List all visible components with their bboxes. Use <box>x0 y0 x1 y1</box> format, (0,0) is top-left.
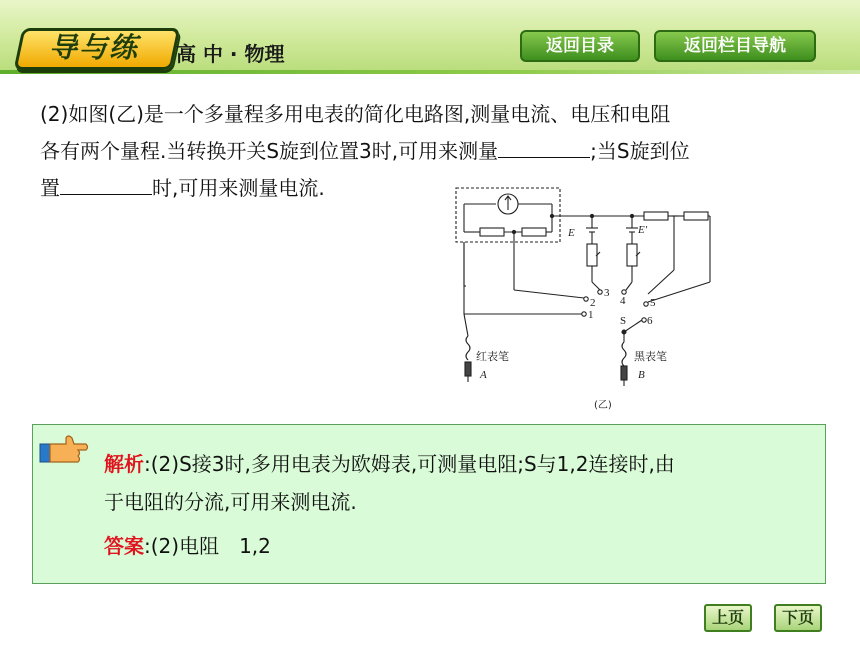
label-n3: 3 <box>604 287 610 299</box>
analysis-line-2: 于电阻的分流,可用来测电流. <box>104 490 357 514</box>
label-n6: 6 <box>647 315 653 327</box>
black-probe-icon <box>621 366 627 380</box>
switch-contact-5 <box>644 302 648 306</box>
figure-caption: (乙) <box>594 400 612 411</box>
resistor-icon <box>644 212 668 220</box>
label-n2: 2 <box>590 297 596 309</box>
black-probe-label: 黑表笔 <box>634 350 667 363</box>
switch-blade <box>624 320 642 332</box>
problem-line-1: (2)如图(乙)是一个多量程多用电表的简化电路图,测量电流、电压和电阻 <box>40 102 671 126</box>
problem-line-3: 置 时,可用来测量电流. <box>40 176 325 200</box>
answer-blank-2 <box>60 174 152 195</box>
pointing-hand-icon <box>38 430 90 470</box>
switch-contact-2 <box>584 297 588 301</box>
label-n1: 1 <box>588 309 594 321</box>
label-n5: 5 <box>650 297 656 309</box>
red-probe-label: 红表笔 <box>476 350 509 363</box>
label-B: B <box>638 369 645 381</box>
analysis-line-1: 解析:(2)S接3时,多用电表为欧姆表,可测量电阻;S与1,2连接时,由 <box>104 452 675 476</box>
label-E: E <box>568 227 575 239</box>
resistor-icon <box>480 228 504 236</box>
red-probe-icon <box>465 362 471 376</box>
switch-contact-6 <box>642 318 646 322</box>
back-to-column-nav-button[interactable]: 返回栏目导航 <box>654 30 816 62</box>
problem-line-2: 各有两个量程.当转换开关S旋到位置3时,可用来测量 ;当S旋到位 <box>40 139 690 163</box>
rheostat-icon <box>627 244 637 266</box>
label-S: S <box>620 315 627 327</box>
answer-blank-1 <box>498 137 590 158</box>
switch-contact-3 <box>598 290 602 294</box>
circuit-diagram <box>448 186 728 418</box>
back-to-toc-button[interactable]: 返回目录 <box>520 30 640 62</box>
switch-contact-4 <box>622 290 626 294</box>
next-page-button[interactable]: 下页 <box>774 604 822 632</box>
prev-page-button[interactable]: 上页 <box>704 604 752 632</box>
label-E-prime: E′ <box>638 224 648 236</box>
subject-title: 高 中 · 物理 <box>176 42 285 66</box>
logo: 导与练 <box>48 31 139 64</box>
rheostat-icon <box>587 244 597 266</box>
label-A: A <box>480 369 487 381</box>
black-probe-lead <box>622 342 626 366</box>
resistor-icon <box>522 228 546 236</box>
label-n4: 4 <box>620 295 626 307</box>
header-divider <box>0 70 860 74</box>
resistor-icon <box>684 212 708 220</box>
red-probe-lead <box>466 336 470 360</box>
switch-contact-1 <box>582 312 586 316</box>
answer-line: 答案:(2)电阻 1,2 <box>104 534 271 558</box>
